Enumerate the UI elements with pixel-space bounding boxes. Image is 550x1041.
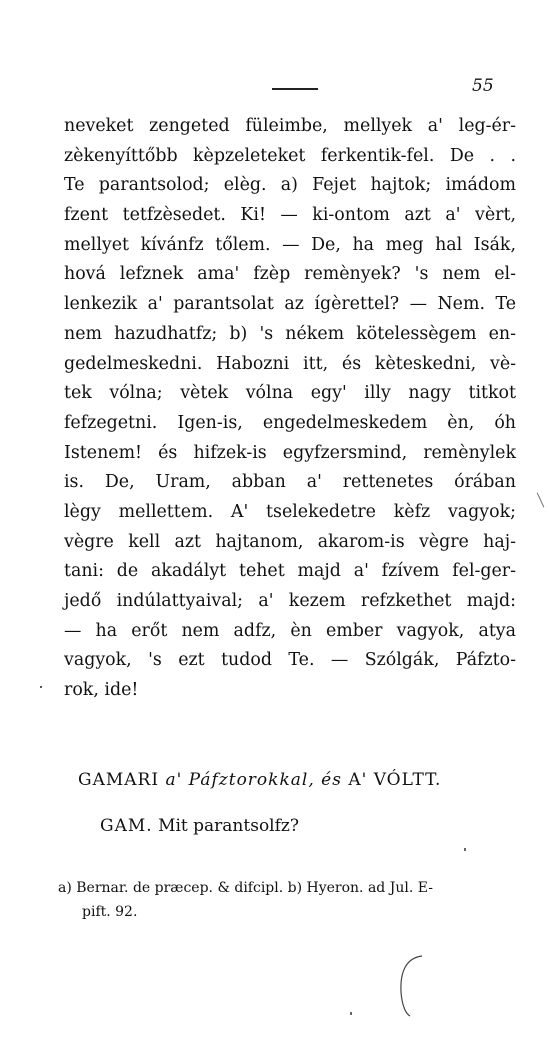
text-line: vègre kell azt hajtanom, akarom-is vègre haj- (64, 531, 516, 552)
heading-name-gamari: GAMARI (78, 770, 160, 790)
text-line: vagyok, 's ezt tudod Te. — Szólgák, Páfzto- (64, 650, 516, 671)
speaker-name: GAM. (100, 816, 153, 836)
speech-line (100, 816, 299, 836)
page-number: 55 (472, 76, 494, 96)
ink-stroke-mark (392, 950, 432, 1020)
text-line: gedelmeskedni. Habozni itt, és kèteskedni, vè- (64, 353, 516, 374)
header-rule (272, 88, 318, 90)
text-line: fefzegetni. Igen-is, engedelmeskedem èn, óh (64, 412, 516, 433)
footnote-line: pift. 92. (82, 904, 138, 920)
margin-dot (464, 848, 466, 851)
text-line: rok, ide! (64, 680, 139, 701)
text-line: nem hazudhatfz; b) 's nékem kötelessègem en- (64, 323, 516, 344)
heading-middle: a' Páfztorokkal, és (165, 770, 342, 790)
margin-dot (40, 686, 42, 688)
text-line: tani: de akadályt tehet majd a' fzívem fel-ger- (64, 561, 516, 582)
heading-name-voltt: A' VÓLTT. (348, 770, 442, 790)
text-line: mellyet kívánfz tőlem. — De, ha meg hal Isák, (64, 234, 516, 255)
speech-text: Mit parantsolfz? (158, 816, 299, 836)
body-text (64, 112, 516, 706)
text-line: hová lefznek ama' fzèp remènyek? 's nem el- (64, 264, 516, 285)
text-line: lègy mellettem. A' tselekedetre kèfz vagyok; (64, 501, 516, 522)
text-line: tek vólna; vètek vólna egy' illy nagy titkot (64, 383, 516, 404)
text-line: zèkenyíttőbb kèpzeleteket ferkentik-fel. De . . (64, 145, 516, 166)
text-line: Istenem! és hifzek-is egyfzersmind, remènylek (64, 442, 516, 463)
text-line: Te parantsolod; elèg. a) Fejet hajtok; imádom (64, 175, 516, 196)
scene-heading (78, 770, 441, 790)
text-line: jedő indúlattyaival; a' kezem refzkethet majd: (64, 591, 516, 611)
footnote-line: a) Bernar. de præcep. & difcipl. b) Hyeron. ad Jul. E- (58, 880, 433, 896)
footnote (58, 876, 528, 924)
text-line: fzent tetfzèsedet. Ki! — ki-ontom azt a' vèrt, (64, 205, 516, 226)
margin-tick (537, 493, 545, 508)
text-line: — ha erőt nem adfz, èn ember vagyok, atya (64, 620, 516, 641)
margin-dot (350, 1012, 352, 1015)
text-line: neveket zengeted füleimbe, mellyek a' leg-ér- (64, 116, 516, 136)
text-line: is. De, Uram, abban a' rettenetes órában (64, 472, 516, 493)
text-line: lenkezik a' parantsolat az ígèrettel? — Nem. Te (64, 294, 516, 315)
